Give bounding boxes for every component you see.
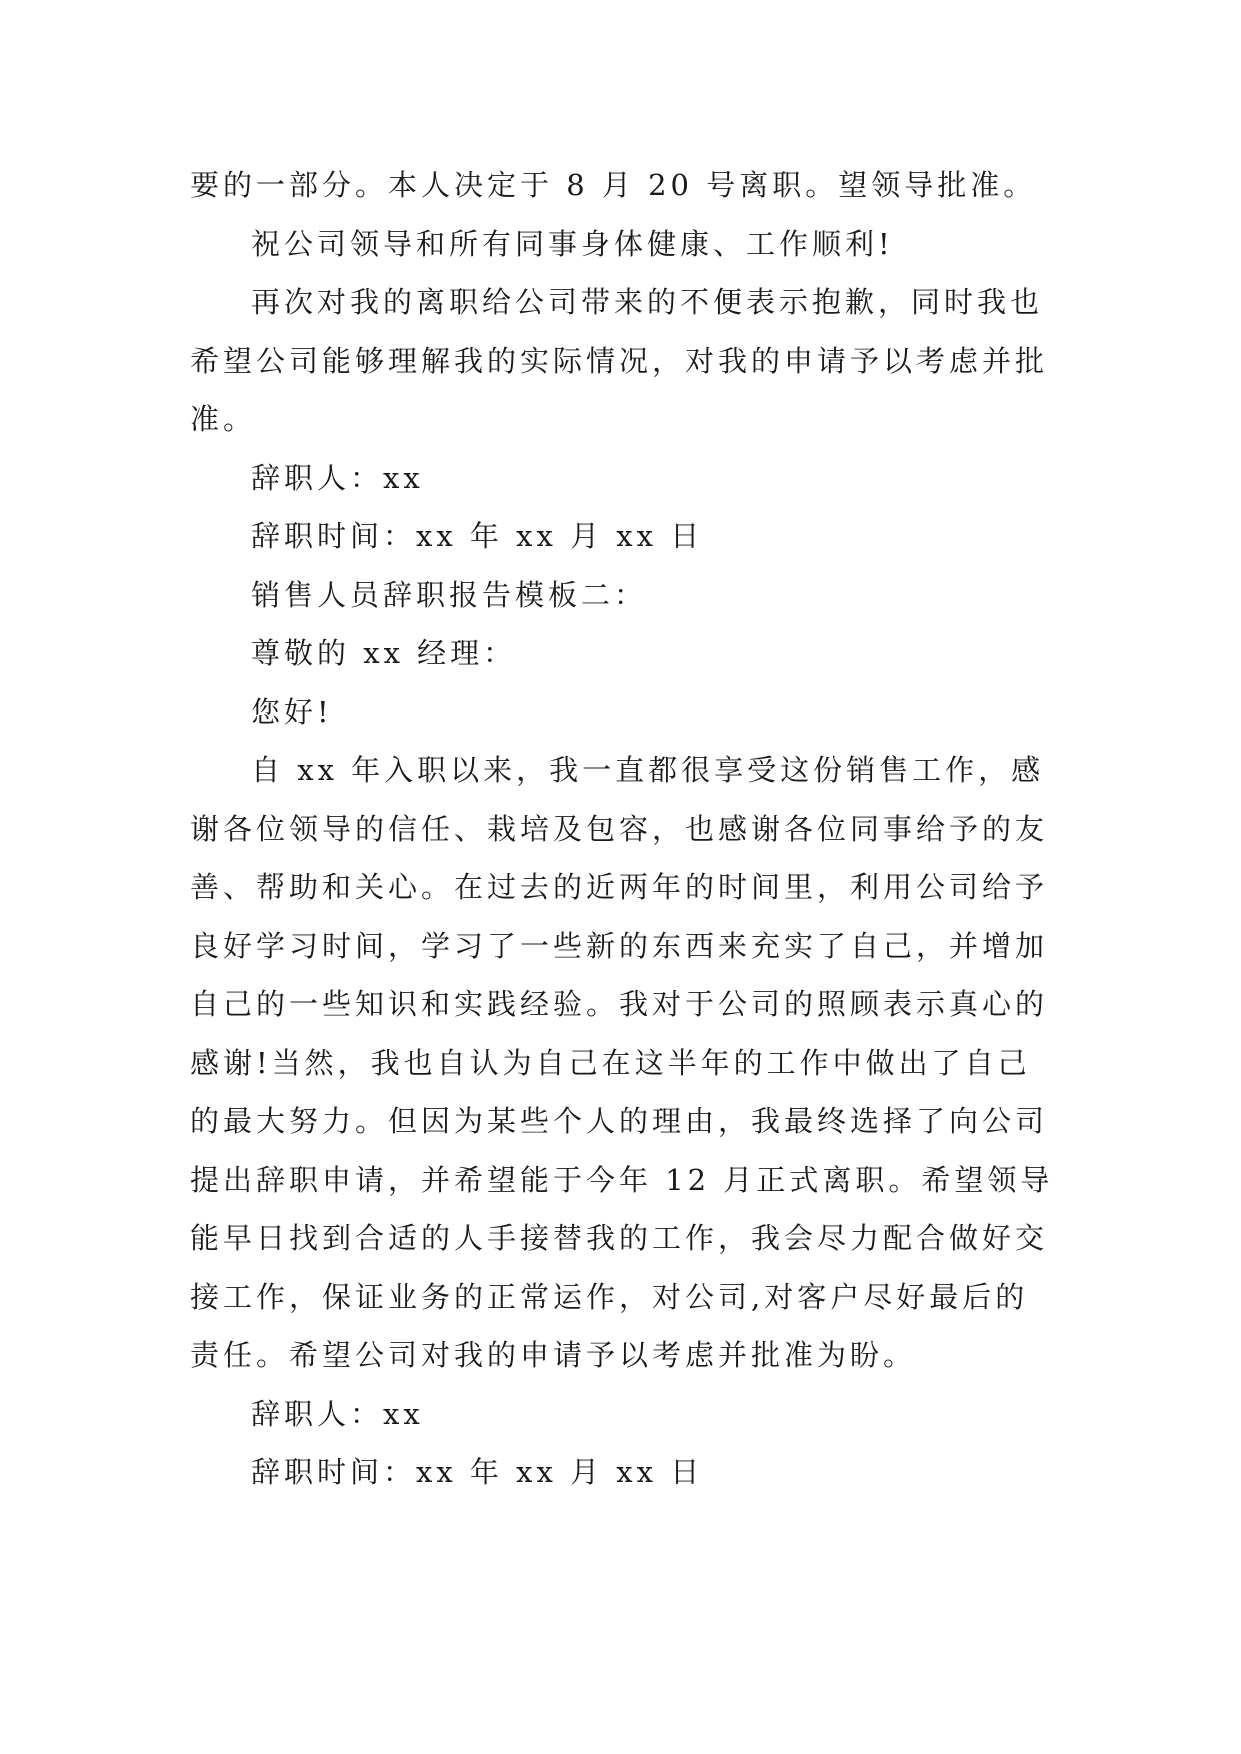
paragraph-line: 准。 [190, 402, 257, 436]
paragraph-line: 自 xx 年入职以来，我一直都很享受这份销售工作，感 [251, 753, 1045, 787]
signature-name: 辞职人：xx [251, 1396, 424, 1431]
signature-name: 辞职人：xx [251, 460, 424, 495]
paragraph-line: 再次对我的离职给公司带来的不便表示抱歉，同时我也 [251, 285, 1044, 319]
paragraph-line: 感谢!当然，我也自认为自己在这半年的工作中做出了自己 [190, 1045, 1031, 1080]
paragraph-line: 责任。希望公司对我的申请予以考虑并批准为盼。 [190, 1338, 917, 1372]
paragraph-line: 善、帮助和关心。在过去的近两年的时间里，利用公司给予 [190, 870, 1049, 904]
document-body [190, 156, 1052, 1502]
paragraph-line: 谢各位领导的信任、栽培及包容，也感谢各位同事给予的友 [190, 811, 1049, 846]
paragraph-line: 自己的一些知识和实践经验。我对于公司的照顾表示真心的 [190, 987, 1049, 1021]
paragraph-line: 提出辞职申请，并希望能于今年 12 月正式离职。希望领导 [190, 1162, 1054, 1197]
paragraph-line: 的最大努力。但因为某些个人的理由，我最终选择了向公司 [190, 1104, 1049, 1138]
signature-date: 辞职时间：xx 年 xx 月 xx 日 [251, 519, 704, 553]
paragraph-line: 要的一部分。本人决定于 8 月 20 号离职。望领导批准。 [190, 168, 1037, 202]
paragraph-line: 希望公司能够理解我的实际情况，对我的申请予以考虑并批 [190, 343, 1049, 378]
salutation: 尊敬的 xx 经理： [251, 636, 517, 670]
paragraph-line: 良好学习时间，学习了一些新的东西来充实了自己，并增加 [190, 928, 1049, 963]
paragraph-line: 祝公司领导和所有同事身体健康、工作顺利! [251, 226, 894, 261]
greeting: 您好! [251, 694, 333, 729]
section-heading: 销售人员辞职报告模板二： [251, 577, 648, 612]
paragraph-line: 能早日找到合适的人手接替我的工作，我会尽力配合做好交 [190, 1221, 1049, 1255]
signature-date: 辞职时间：xx 年 xx 月 xx 日 [251, 1455, 704, 1489]
paragraph-line: 接工作，保证业务的正常运作，对公司,对客户尽好最后的 [190, 1279, 1029, 1314]
